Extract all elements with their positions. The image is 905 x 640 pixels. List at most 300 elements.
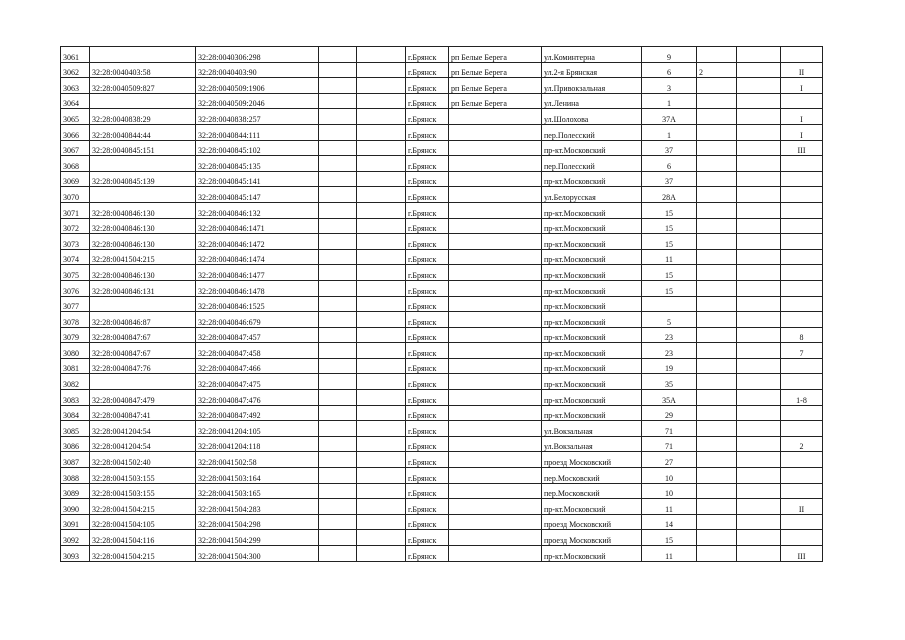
- settlement-cell: [449, 468, 542, 484]
- empty-cell: [357, 327, 406, 343]
- house-number-cell: 35: [642, 374, 697, 390]
- settlement-cell: [449, 483, 542, 499]
- empty-cell: [357, 124, 406, 140]
- empty-cell: [357, 452, 406, 468]
- building-corpus-cell: [697, 218, 737, 234]
- table-row: [61, 327, 823, 343]
- empty-cell: [357, 140, 406, 156]
- house-number-cell: 5: [642, 312, 697, 328]
- cadastral-number-building: 32:28:0040846:1474: [196, 249, 319, 265]
- settlement-cell: [449, 265, 542, 281]
- empty-cell: [319, 47, 357, 63]
- building-corpus-cell: [697, 390, 737, 406]
- cadastral-number-land: 32:28:0041204:54: [90, 436, 196, 452]
- table-row: [61, 124, 823, 140]
- house-number-cell: [642, 296, 697, 312]
- street-cell: пр-кт.Московский: [542, 296, 642, 312]
- premises-cell: 1-8: [781, 390, 823, 406]
- house-number-cell: 9: [642, 47, 697, 63]
- row-number: 3066: [61, 124, 90, 140]
- cadastral-number-land: 32:28:0040845:139: [90, 171, 196, 187]
- row-number: 3091: [61, 514, 90, 530]
- house-number-cell: 10: [642, 483, 697, 499]
- table-row: [61, 109, 823, 125]
- empty-cell: [319, 452, 357, 468]
- empty-cell: [319, 109, 357, 125]
- city-cell: г.Брянск: [406, 546, 449, 562]
- house-number-cell: 35А: [642, 390, 697, 406]
- cadastral-number-land: 32:28:0040847:479: [90, 390, 196, 406]
- city-cell: г.Брянск: [406, 421, 449, 437]
- house-number-cell: 15: [642, 265, 697, 281]
- premises-cell: [781, 202, 823, 218]
- cadastral-number-land: 32:28:0040847:76: [90, 358, 196, 374]
- cadastral-number-land: 32:28:0040846:131: [90, 280, 196, 296]
- cadastral-number-land: [90, 93, 196, 109]
- row-number: 3087: [61, 452, 90, 468]
- cadastral-number-land: [90, 187, 196, 203]
- empty-cell: [357, 312, 406, 328]
- settlement-cell: рп Белые Берега: [449, 62, 542, 78]
- row-number: 3082: [61, 374, 90, 390]
- city-cell: г.Брянск: [406, 343, 449, 359]
- row-number: 3064: [61, 93, 90, 109]
- empty-cell: [737, 436, 781, 452]
- empty-cell: [357, 249, 406, 265]
- premises-cell: [781, 265, 823, 281]
- empty-cell: [319, 514, 357, 530]
- settlement-cell: [449, 156, 542, 172]
- cadastral-number-land: 32:28:0040847:67: [90, 327, 196, 343]
- premises-cell: III: [781, 546, 823, 562]
- building-corpus-cell: [697, 514, 737, 530]
- premises-cell: [781, 530, 823, 546]
- street-cell: пр-кт.Московский: [542, 374, 642, 390]
- settlement-cell: [449, 140, 542, 156]
- cadastral-number-land: 32:28:0041503:155: [90, 468, 196, 484]
- empty-cell: [737, 405, 781, 421]
- empty-cell: [737, 499, 781, 515]
- empty-cell: [357, 390, 406, 406]
- row-number: 3074: [61, 249, 90, 265]
- house-number-cell: 6: [642, 156, 697, 172]
- building-corpus-cell: [697, 374, 737, 390]
- empty-cell: [319, 312, 357, 328]
- empty-cell: [737, 452, 781, 468]
- empty-cell: [319, 358, 357, 374]
- empty-cell: [357, 296, 406, 312]
- empty-cell: [319, 436, 357, 452]
- street-cell: пр-кт.Московский: [542, 390, 642, 406]
- street-cell: проезд Московский: [542, 452, 642, 468]
- street-cell: пр-кт.Московский: [542, 218, 642, 234]
- row-number: 3079: [61, 327, 90, 343]
- cadastral-number-land: 32:28:0040509:827: [90, 78, 196, 94]
- row-number: 3073: [61, 234, 90, 250]
- settlement-cell: [449, 234, 542, 250]
- building-corpus-cell: [697, 483, 737, 499]
- row-number: 3089: [61, 483, 90, 499]
- house-number-cell: 71: [642, 436, 697, 452]
- empty-cell: [737, 530, 781, 546]
- empty-cell: [357, 530, 406, 546]
- cadastral-number-land: 32:28:0040845:151: [90, 140, 196, 156]
- table-row: [61, 234, 823, 250]
- premises-cell: [781, 421, 823, 437]
- city-cell: г.Брянск: [406, 249, 449, 265]
- row-number: 3080: [61, 343, 90, 359]
- table-row: [61, 202, 823, 218]
- building-corpus-cell: [697, 234, 737, 250]
- house-number-cell: 29: [642, 405, 697, 421]
- street-cell: пр-кт.Московский: [542, 358, 642, 374]
- cadastral-number-building: 32:28:0040847:457: [196, 327, 319, 343]
- table-row: [61, 546, 823, 562]
- street-cell: ул.Шолохова: [542, 109, 642, 125]
- empty-cell: [737, 140, 781, 156]
- house-number-cell: 15: [642, 202, 697, 218]
- city-cell: г.Брянск: [406, 109, 449, 125]
- table-row: [61, 312, 823, 328]
- row-number: 3065: [61, 109, 90, 125]
- street-cell: пр-кт.Московский: [542, 280, 642, 296]
- cadastral-number-building: 32:28:0040847:492: [196, 405, 319, 421]
- settlement-cell: [449, 202, 542, 218]
- street-cell: ул.Белорусская: [542, 187, 642, 203]
- street-cell: пер.Полесский: [542, 124, 642, 140]
- building-corpus-cell: [697, 421, 737, 437]
- street-cell: пр-кт.Московский: [542, 202, 642, 218]
- cadastral-number-building: 32:28:0040845:102: [196, 140, 319, 156]
- house-number-cell: 1: [642, 93, 697, 109]
- building-corpus-cell: [697, 436, 737, 452]
- empty-cell: [737, 93, 781, 109]
- row-number: 3084: [61, 405, 90, 421]
- empty-cell: [357, 218, 406, 234]
- table-row: [61, 390, 823, 406]
- city-cell: г.Брянск: [406, 156, 449, 172]
- house-number-cell: 37: [642, 140, 697, 156]
- empty-cell: [319, 156, 357, 172]
- row-number: 3086: [61, 436, 90, 452]
- row-number: 3075: [61, 265, 90, 281]
- city-cell: г.Брянск: [406, 499, 449, 515]
- street-cell: ул.Вокзальная: [542, 436, 642, 452]
- city-cell: г.Брянск: [406, 265, 449, 281]
- settlement-cell: [449, 218, 542, 234]
- row-number: 3071: [61, 202, 90, 218]
- house-number-cell: 71: [642, 421, 697, 437]
- building-corpus-cell: [697, 124, 737, 140]
- table-row: [61, 483, 823, 499]
- house-number-cell: 37: [642, 171, 697, 187]
- cadastral-number-land: 32:28:0041504:215: [90, 499, 196, 515]
- empty-cell: [737, 187, 781, 203]
- row-number: 3081: [61, 358, 90, 374]
- cadastral-number-land: 32:28:0041504:215: [90, 249, 196, 265]
- building-corpus-cell: [697, 327, 737, 343]
- empty-cell: [319, 546, 357, 562]
- building-corpus-cell: [697, 78, 737, 94]
- premises-cell: [781, 483, 823, 499]
- city-cell: г.Брянск: [406, 202, 449, 218]
- empty-cell: [357, 93, 406, 109]
- street-cell: пер.Московский: [542, 483, 642, 499]
- city-cell: г.Брянск: [406, 171, 449, 187]
- cadastral-number-building: 32:28:0040847:475: [196, 374, 319, 390]
- empty-cell: [357, 187, 406, 203]
- cadastral-number-land: 32:28:0040847:67: [90, 343, 196, 359]
- building-corpus-cell: [697, 546, 737, 562]
- cadastral-number-building: 32:28:0040847:466: [196, 358, 319, 374]
- house-number-cell: 23: [642, 343, 697, 359]
- city-cell: г.Брянск: [406, 358, 449, 374]
- empty-cell: [737, 296, 781, 312]
- empty-cell: [737, 374, 781, 390]
- city-cell: г.Брянск: [406, 405, 449, 421]
- cadastral-number-building: 32:28:0040846:1525: [196, 296, 319, 312]
- premises-cell: [781, 249, 823, 265]
- street-cell: пер.Московский: [542, 468, 642, 484]
- table-row: [61, 530, 823, 546]
- cadastral-number-land: 32:28:0040838:29: [90, 109, 196, 125]
- premises-cell: II: [781, 62, 823, 78]
- row-number: 3077: [61, 296, 90, 312]
- building-corpus-cell: [697, 187, 737, 203]
- cadastral-number-building: 32:28:0040846:679: [196, 312, 319, 328]
- cadastral-number-land: 32:28:0041502:40: [90, 452, 196, 468]
- street-cell: пр-кт.Московский: [542, 249, 642, 265]
- street-cell: ул.Коминтерна: [542, 47, 642, 63]
- empty-cell: [357, 234, 406, 250]
- house-number-cell: 15: [642, 218, 697, 234]
- premises-cell: III: [781, 140, 823, 156]
- city-cell: г.Брянск: [406, 468, 449, 484]
- cadastral-number-building: 32:28:0040845:135: [196, 156, 319, 172]
- empty-cell: [319, 405, 357, 421]
- city-cell: г.Брянск: [406, 312, 449, 328]
- cadastral-number-building: 32:28:0040845:141: [196, 171, 319, 187]
- empty-cell: [319, 499, 357, 515]
- city-cell: г.Брянск: [406, 124, 449, 140]
- premises-cell: 2: [781, 436, 823, 452]
- table-row: [61, 140, 823, 156]
- empty-cell: [737, 546, 781, 562]
- cadastral-number-land: 32:28:0040844:44: [90, 124, 196, 140]
- building-corpus-cell: [697, 499, 737, 515]
- cadastral-number-building: 32:28:0040845:147: [196, 187, 319, 203]
- empty-cell: [319, 530, 357, 546]
- cadastral-number-building: 32:28:0040846:1472: [196, 234, 319, 250]
- settlement-cell: [449, 421, 542, 437]
- row-number: 3062: [61, 62, 90, 78]
- premises-cell: [781, 280, 823, 296]
- city-cell: г.Брянск: [406, 234, 449, 250]
- street-cell: пр-кт.Московский: [542, 546, 642, 562]
- city-cell: г.Брянск: [406, 78, 449, 94]
- street-cell: пр-кт.Московский: [542, 140, 642, 156]
- cadastral-number-building: 32:28:0041502:58: [196, 452, 319, 468]
- table-row: [61, 78, 823, 94]
- empty-cell: [737, 312, 781, 328]
- cadastral-number-land: 32:28:0041504:116: [90, 530, 196, 546]
- building-corpus-cell: [697, 202, 737, 218]
- street-cell: пр-кт.Московский: [542, 343, 642, 359]
- street-cell: ул.Привокзальная: [542, 78, 642, 94]
- street-cell: пр-кт.Московский: [542, 499, 642, 515]
- street-cell: ул.Вокзальная: [542, 421, 642, 437]
- settlement-cell: [449, 343, 542, 359]
- city-cell: г.Брянск: [406, 530, 449, 546]
- empty-cell: [737, 218, 781, 234]
- address-register-table: [60, 46, 823, 562]
- empty-cell: [319, 483, 357, 499]
- city-cell: г.Брянск: [406, 452, 449, 468]
- premises-cell: I: [781, 124, 823, 140]
- cadastral-number-land: [90, 374, 196, 390]
- street-cell: пр-кт.Московский: [542, 327, 642, 343]
- empty-cell: [319, 327, 357, 343]
- row-number: 3085: [61, 421, 90, 437]
- premises-cell: I: [781, 109, 823, 125]
- empty-cell: [737, 156, 781, 172]
- cadastral-number-building: 32:28:0040846:1471: [196, 218, 319, 234]
- settlement-cell: [449, 436, 542, 452]
- street-cell: пр-кт.Московский: [542, 171, 642, 187]
- cadastral-number-building: 32:28:0040509:2046: [196, 93, 319, 109]
- table-row: [61, 47, 823, 63]
- table-row: [61, 218, 823, 234]
- building-corpus-cell: [697, 358, 737, 374]
- table-row: [61, 468, 823, 484]
- empty-cell: [357, 78, 406, 94]
- empty-cell: [357, 47, 406, 63]
- settlement-cell: рп Белые Берега: [449, 93, 542, 109]
- cadastral-number-land: 32:28:0040846:130: [90, 234, 196, 250]
- settlement-cell: [449, 327, 542, 343]
- table-row: [61, 514, 823, 530]
- house-number-cell: 3: [642, 78, 697, 94]
- empty-cell: [319, 421, 357, 437]
- table-row: [61, 265, 823, 281]
- cadastral-number-land: 32:28:0040846:130: [90, 202, 196, 218]
- row-number: 3088: [61, 468, 90, 484]
- premises-cell: [781, 171, 823, 187]
- house-number-cell: 15: [642, 280, 697, 296]
- empty-cell: [319, 343, 357, 359]
- table-row: [61, 499, 823, 515]
- premises-cell: [781, 218, 823, 234]
- city-cell: г.Брянск: [406, 390, 449, 406]
- cadastral-number-land: [90, 47, 196, 63]
- street-cell: пр-кт.Московский: [542, 265, 642, 281]
- table-row: [61, 452, 823, 468]
- building-corpus-cell: [697, 280, 737, 296]
- house-number-cell: 37А: [642, 109, 697, 125]
- table-row: [61, 358, 823, 374]
- cadastral-number-building: 32:28:0040306:298: [196, 47, 319, 63]
- empty-cell: [357, 546, 406, 562]
- settlement-cell: рп Белые Берега: [449, 78, 542, 94]
- house-number-cell: 15: [642, 530, 697, 546]
- premises-cell: 7: [781, 343, 823, 359]
- row-number: 3069: [61, 171, 90, 187]
- premises-cell: 8: [781, 327, 823, 343]
- row-number: 3061: [61, 47, 90, 63]
- empty-cell: [319, 280, 357, 296]
- premises-cell: [781, 358, 823, 374]
- row-number: 3093: [61, 546, 90, 562]
- row-number: 3072: [61, 218, 90, 234]
- premises-cell: [781, 156, 823, 172]
- empty-cell: [319, 62, 357, 78]
- empty-cell: [319, 249, 357, 265]
- cadastral-number-building: 32:28:0040846:132: [196, 202, 319, 218]
- street-cell: проезд Московский: [542, 530, 642, 546]
- settlement-cell: [449, 390, 542, 406]
- premises-cell: [781, 374, 823, 390]
- empty-cell: [357, 499, 406, 515]
- cadastral-number-building: 32:28:0041204:118: [196, 436, 319, 452]
- cadastral-number-land: 32:28:0041204:54: [90, 421, 196, 437]
- empty-cell: [737, 483, 781, 499]
- building-corpus-cell: [697, 530, 737, 546]
- house-number-cell: 23: [642, 327, 697, 343]
- building-corpus-cell: [697, 468, 737, 484]
- city-cell: г.Брянск: [406, 296, 449, 312]
- city-cell: г.Брянск: [406, 187, 449, 203]
- empty-cell: [319, 124, 357, 140]
- empty-cell: [737, 109, 781, 125]
- building-corpus-cell: [697, 109, 737, 125]
- house-number-cell: 28А: [642, 187, 697, 203]
- cadastral-number-land: 32:28:0040846:130: [90, 218, 196, 234]
- empty-cell: [319, 296, 357, 312]
- building-corpus-cell: [697, 265, 737, 281]
- cadastral-number-building: 32:28:0041204:105: [196, 421, 319, 437]
- premises-cell: [781, 468, 823, 484]
- document-page: [60, 46, 822, 562]
- house-number-cell: 11: [642, 546, 697, 562]
- row-number: 3078: [61, 312, 90, 328]
- premises-cell: [781, 93, 823, 109]
- premises-cell: I: [781, 78, 823, 94]
- cadastral-number-building: 32:28:0040838:257: [196, 109, 319, 125]
- cadastral-number-land: [90, 296, 196, 312]
- empty-cell: [357, 343, 406, 359]
- empty-cell: [319, 187, 357, 203]
- house-number-cell: 19: [642, 358, 697, 374]
- premises-cell: [781, 47, 823, 63]
- empty-cell: [737, 468, 781, 484]
- settlement-cell: [449, 374, 542, 390]
- table-row: [61, 93, 823, 109]
- empty-cell: [357, 62, 406, 78]
- table-row: [61, 374, 823, 390]
- settlement-cell: [449, 280, 542, 296]
- settlement-cell: [449, 546, 542, 562]
- cadastral-number-land: 32:28:0041503:155: [90, 483, 196, 499]
- cadastral-number-building: 32:28:0040844:111: [196, 124, 319, 140]
- empty-cell: [319, 234, 357, 250]
- settlement-cell: [449, 358, 542, 374]
- city-cell: г.Брянск: [406, 93, 449, 109]
- cadastral-number-building: 32:28:0041503:164: [196, 468, 319, 484]
- empty-cell: [737, 202, 781, 218]
- cadastral-number-land: 32:28:0041504:105: [90, 514, 196, 530]
- table-row: [61, 280, 823, 296]
- empty-cell: [737, 514, 781, 530]
